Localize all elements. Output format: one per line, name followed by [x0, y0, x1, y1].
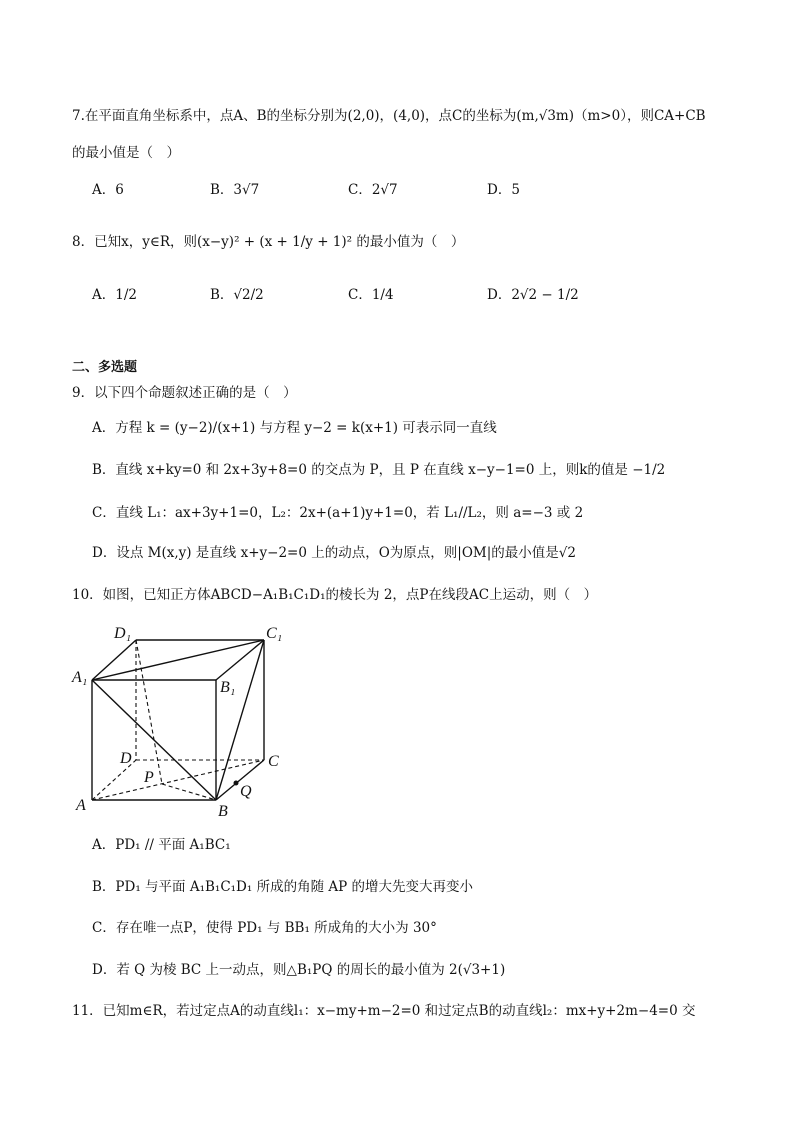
cube-figure	[64, 620, 294, 820]
q11-stem: 11．已知m∈R，若过定点A的动直线l₁：x−my+m−2=0 和过定点B的动直线l₂：mx+y+2m−4=0 交	[72, 1003, 696, 1019]
label-b: B	[218, 803, 228, 820]
q7-option-a: A．6	[92, 182, 124, 198]
q10-option-d: D．若 Q 为棱 BC 上一动点，则△B₁PQ 的周长的最小值为 2(√3+1)	[92, 962, 506, 978]
q10-stem: 10．如图，已知正方体ABCD−A₁B₁C₁D₁的棱长为 2，点P在线段AC上运动，则（ ）	[72, 587, 598, 603]
q9-stem: 9．以下四个命题叙述正确的是（ ）	[72, 385, 297, 401]
q8-option-c: C．1/4	[348, 287, 394, 303]
label-a: A	[76, 797, 86, 814]
q10-option-b: B．PD₁ 与平面 A₁B₁C₁D₁ 所成的角随 AP 的增大先变大再变小	[92, 879, 473, 895]
label-c: C	[268, 753, 279, 770]
hidden-line-d1-p	[136, 640, 162, 784]
q9-option-a: A．方程 k = (y−2)/(x+1) 与方程 y−2 = k(x+1) 可表示同一直线	[92, 420, 497, 436]
label-d: D	[120, 750, 132, 767]
q7-option-d: D．5	[487, 182, 520, 198]
label-b1: B₁	[220, 679, 236, 696]
q10-option-a: A．PD₁ // 平面 A₁BC₁	[92, 837, 231, 853]
point-q-dot	[234, 781, 239, 786]
label-c1: C₁	[266, 625, 283, 642]
diag-b-c1	[216, 640, 264, 800]
q9-option-d: D．设点 M(x,y) 是直线 x+y−2=0 上的动点，O为原点，则|OM|的最小值是√2	[92, 545, 576, 561]
diag-a1-c1	[92, 640, 264, 680]
q7-option-b: B．3√7	[210, 182, 260, 198]
label-d1: D₁	[114, 625, 132, 642]
q7-options	[0, 180, 794, 200]
q8-option-a: A．1/2	[92, 287, 137, 303]
q8-option-d: D．2√2 − 1/2	[487, 287, 579, 303]
q7-stem: 7.在平面直角坐标系中，点A、B的坐标分别为(2,0)，(4,0)，点C的坐标为(m,√3m)（m>0），则CA+CB	[72, 108, 706, 124]
label-q: Q	[240, 783, 252, 800]
section-title: 二、多选题	[72, 360, 138, 375]
label-p: P	[144, 769, 154, 786]
q8-option-b: B．√2/2	[210, 287, 264, 303]
q9-option-c: C．直线 L₁：ax+3y+1=0，L₂：2x+(a+1)y+1=0，若 L₁//L₂，则 a=−3 或 2	[92, 505, 584, 521]
label-a1: A₁	[72, 669, 88, 686]
edge-a1-d1	[92, 640, 136, 680]
q8-stem: 8．已知x，y∈R，则(x−y)² + (x + 1/y + 1)² 的最小值为（ ）	[72, 234, 465, 250]
q9-option-b: B．直线 x+ky=0 和 2x+3y+8=0 的交点为 P，且 P 在直线 x−y−1=0 上，则k的值是 −1/2	[92, 462, 666, 478]
q7-option-c: C．2√7	[348, 182, 398, 198]
q8-options	[0, 285, 794, 305]
hidden-diag-a-c	[92, 760, 264, 800]
q7-stem-continued: 的最小值是（ ）	[72, 145, 180, 161]
q10-option-c: C．存在唯一点P，使得 PD₁ 与 BB₁ 所成角的大小为 30°	[92, 920, 437, 936]
